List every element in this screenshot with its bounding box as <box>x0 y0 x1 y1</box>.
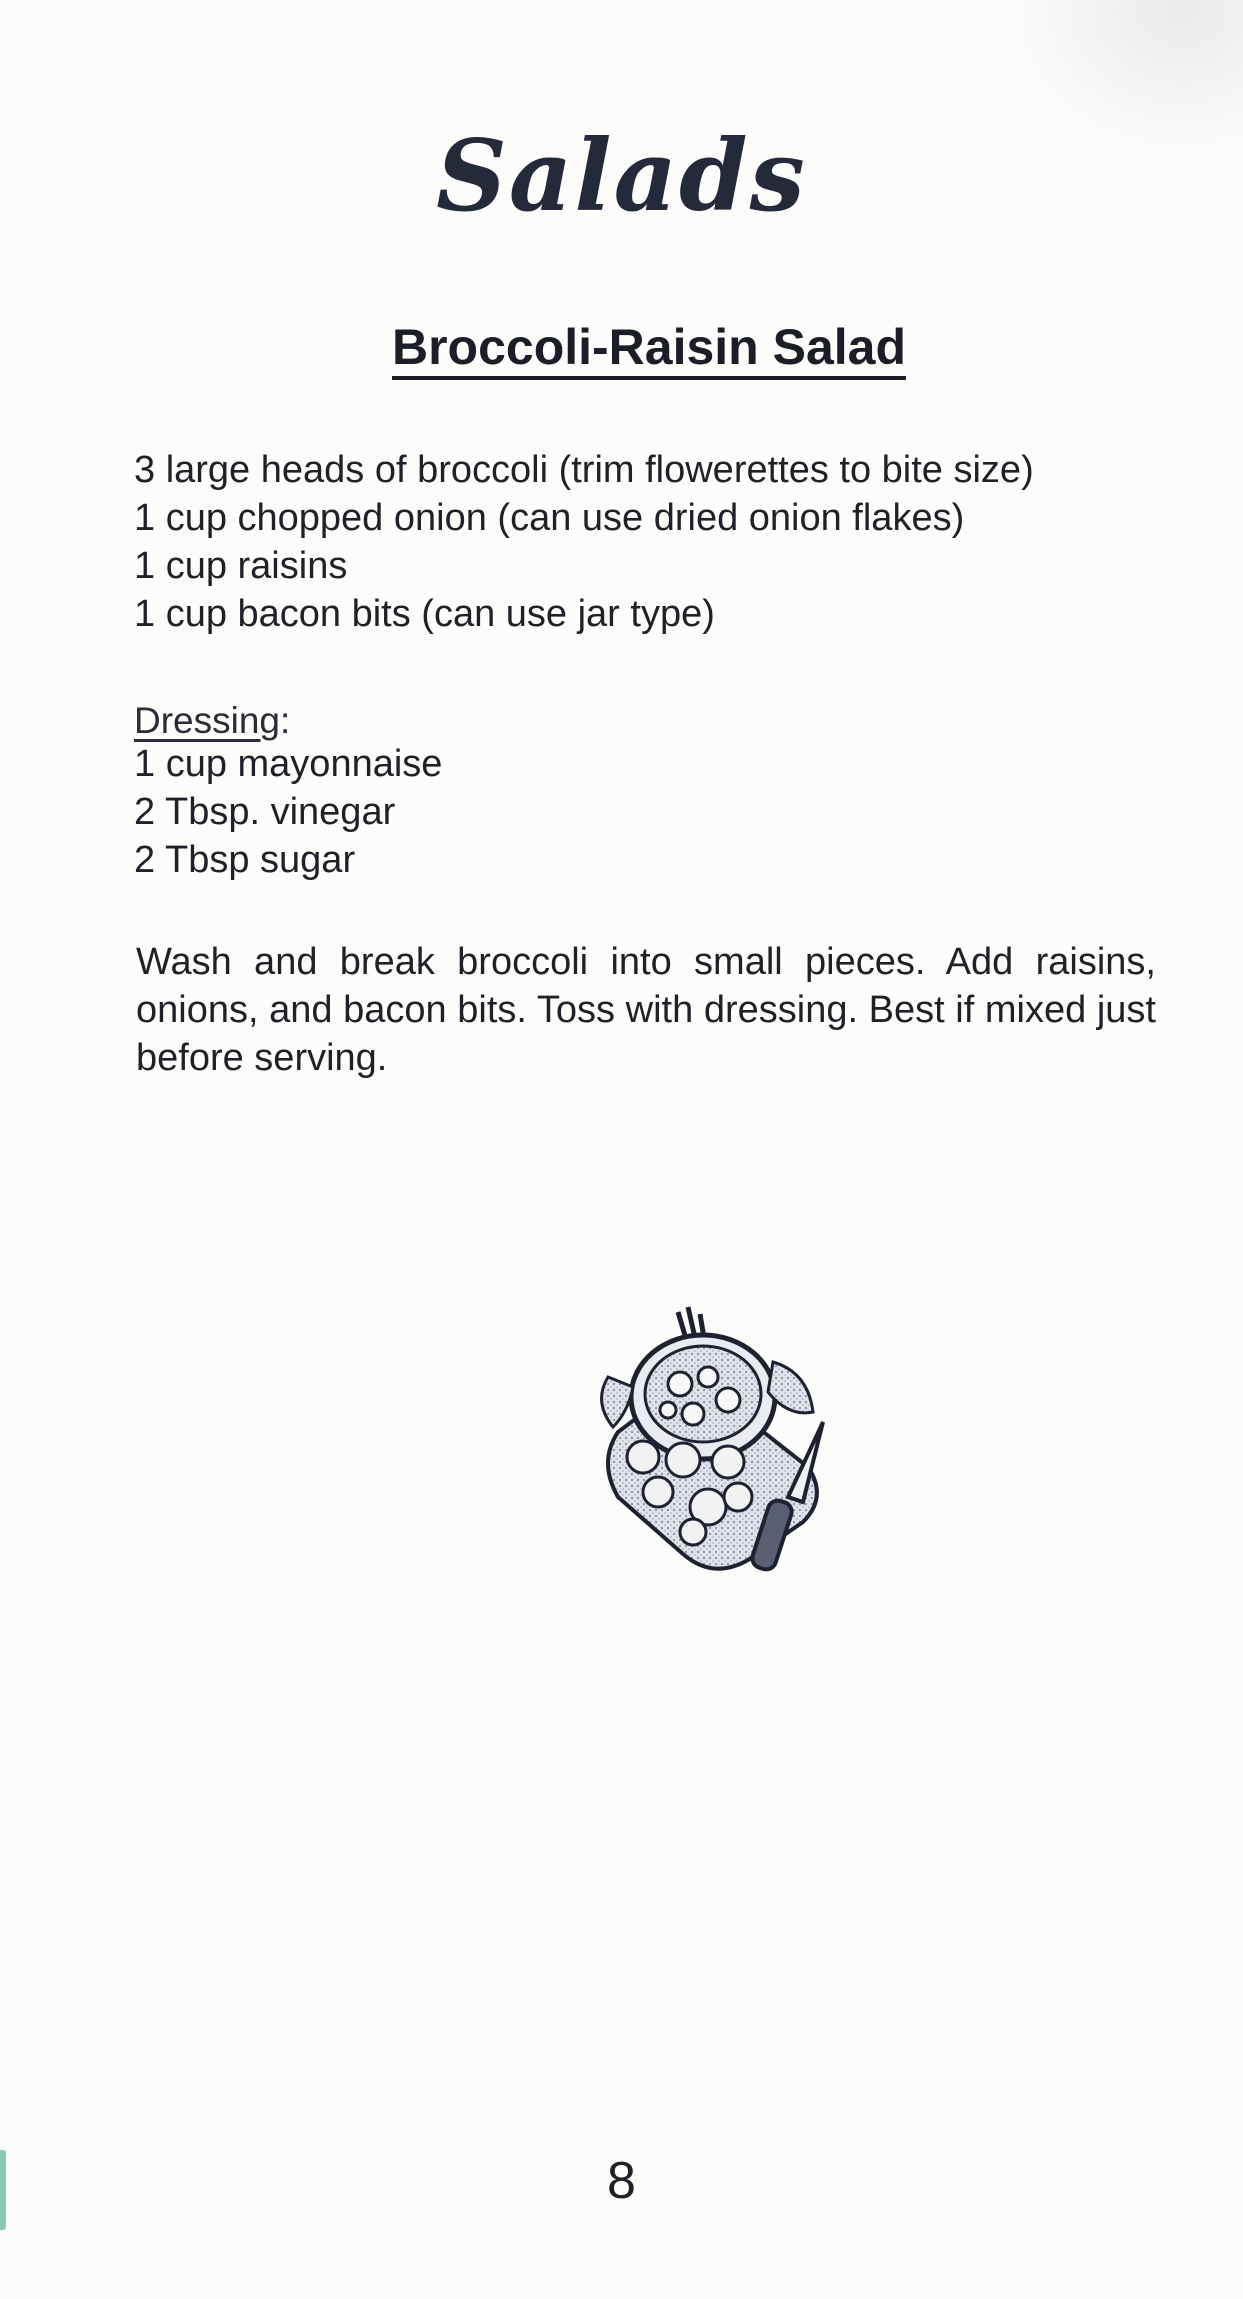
ingredient-item: 3 large heads of broccoli (trim flowerettes to bite size) <box>134 449 1034 491</box>
dressing-item: 1 cup mayonnaise <box>134 743 443 785</box>
salad-illustration-svg <box>588 1292 838 1592</box>
dressing-item: 2 Tbsp sugar <box>134 839 356 881</box>
dressing-colon: : <box>280 700 291 741</box>
page-number: 8 <box>607 2152 636 2210</box>
dressing-label: Dressing <box>134 700 280 741</box>
recipe-title-wrapper <box>0 319 1243 380</box>
recipe-title: Broccoli-Raisin Salad <box>392 322 906 380</box>
salad-bowl-cutting-board-illustration <box>588 1292 838 1592</box>
ingredients-list <box>134 446 1134 638</box>
page-edge-mark <box>0 2150 6 2230</box>
dressing-list <box>134 740 442 884</box>
ingredient-item: 1 cup raisins <box>134 545 348 587</box>
section-title: Salads <box>436 119 807 234</box>
dressing-item: 2 Tbsp. vinegar <box>134 791 396 833</box>
ingredient-item: 1 cup chopped onion (can use dried onion flakes) <box>134 497 965 539</box>
instructions-paragraph: Wash and break broccoli into small pieces. Add raisins, onions, and bacon bits. Toss with dressing. Best if mixed just before serving. <box>136 941 1156 1079</box>
ingredient-item: 1 cup bacon bits (can use jar type) <box>134 593 715 635</box>
dressing-heading <box>134 697 290 745</box>
